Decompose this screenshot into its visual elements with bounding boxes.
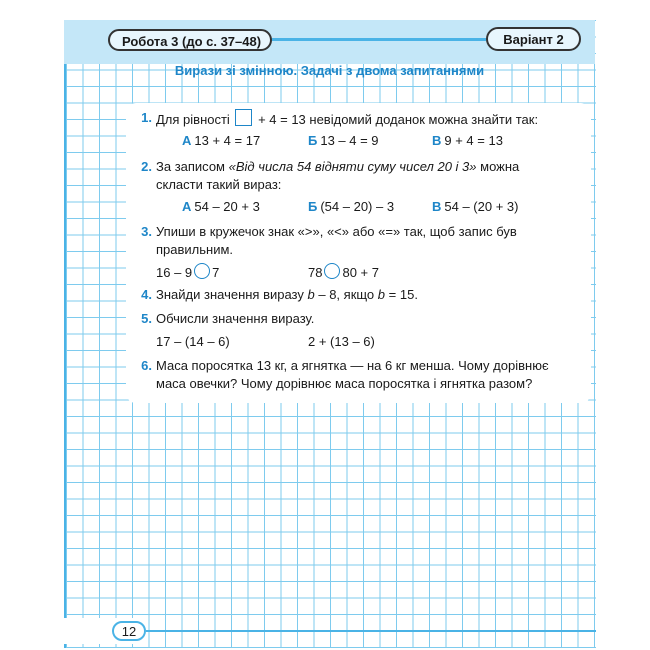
task-2-option-a: А 54 – 20 + 3 bbox=[182, 199, 260, 214]
header-strip bbox=[272, 38, 486, 41]
task-2-option-c: В 54 – (20 + 3) bbox=[432, 199, 519, 214]
answer-circle-icon[interactable] bbox=[324, 263, 340, 279]
task-text: + 4 = 13 невідомий доданок можна знайти так: bbox=[258, 112, 539, 127]
task-3-expression-1: 16 – 9 7 bbox=[156, 265, 220, 280]
task-1-option-a: А 13 + 4 = 17 bbox=[182, 133, 261, 148]
tasks-panel: 1. Для рівності + 4 = 13 невідомий доданок можна знайти так: А 13 + 4 = 17 Б 13 – 4 = 9 В 9 + 4 = 13 2. За записом «Від числа 54 відняти суму чисел 20 і 3» можна скласти такий вираз: А 54 – 20 + 3 Б (54 – 20) – 3 В 54 – (20 + 3) 3. Упиши в кружечок знак «>», «<» або «=» так, щоб запис був правильним. 16 – 9 7 78 80 + 7 4. Знайди значення виразу b – 8, якщо b = 15. 5. Обчисли значення виразу. 17 – (14 – 6) 2 + (13 – 6) 6. Маса поросятка 13 кг, а ягнятка — на 6 кг менша. Чому дорівнює маса овечки? Чому дорівнює маса поросятка і ягнятка разом? bbox=[126, 103, 591, 403]
page-number: 12 bbox=[112, 621, 146, 641]
task-2-option-b: Б (54 – 20) – 3 bbox=[308, 199, 395, 214]
task-number: 3. bbox=[141, 224, 152, 239]
bottom-line bbox=[146, 630, 596, 632]
blank-square-icon bbox=[235, 109, 252, 126]
task-number: 6. bbox=[141, 358, 152, 373]
task-1-option-c: В 9 + 4 = 13 bbox=[432, 133, 503, 148]
answer-circle-icon[interactable] bbox=[194, 263, 210, 279]
work-title: Робота 3 (до с. 37–48) bbox=[108, 29, 272, 51]
section-subtitle: Вирази зі змінною. Задачі з двома запитаннями bbox=[174, 63, 485, 78]
task-5-expression-1: 17 – (14 – 6) bbox=[156, 334, 230, 349]
task-1-option-b: Б 13 – 4 = 9 bbox=[308, 133, 379, 148]
task-3-expression-2: 78 80 + 7 bbox=[308, 265, 379, 280]
task-number: 4. bbox=[141, 287, 152, 302]
task-number: 1. bbox=[141, 110, 152, 125]
task-text: Для рівності bbox=[156, 112, 230, 127]
variant-label: Варіант 2 bbox=[486, 27, 581, 51]
task-5-expression-2: 2 + (13 – 6) bbox=[308, 334, 375, 349]
task-number: 2. bbox=[141, 159, 152, 174]
task-number: 5. bbox=[141, 311, 152, 326]
